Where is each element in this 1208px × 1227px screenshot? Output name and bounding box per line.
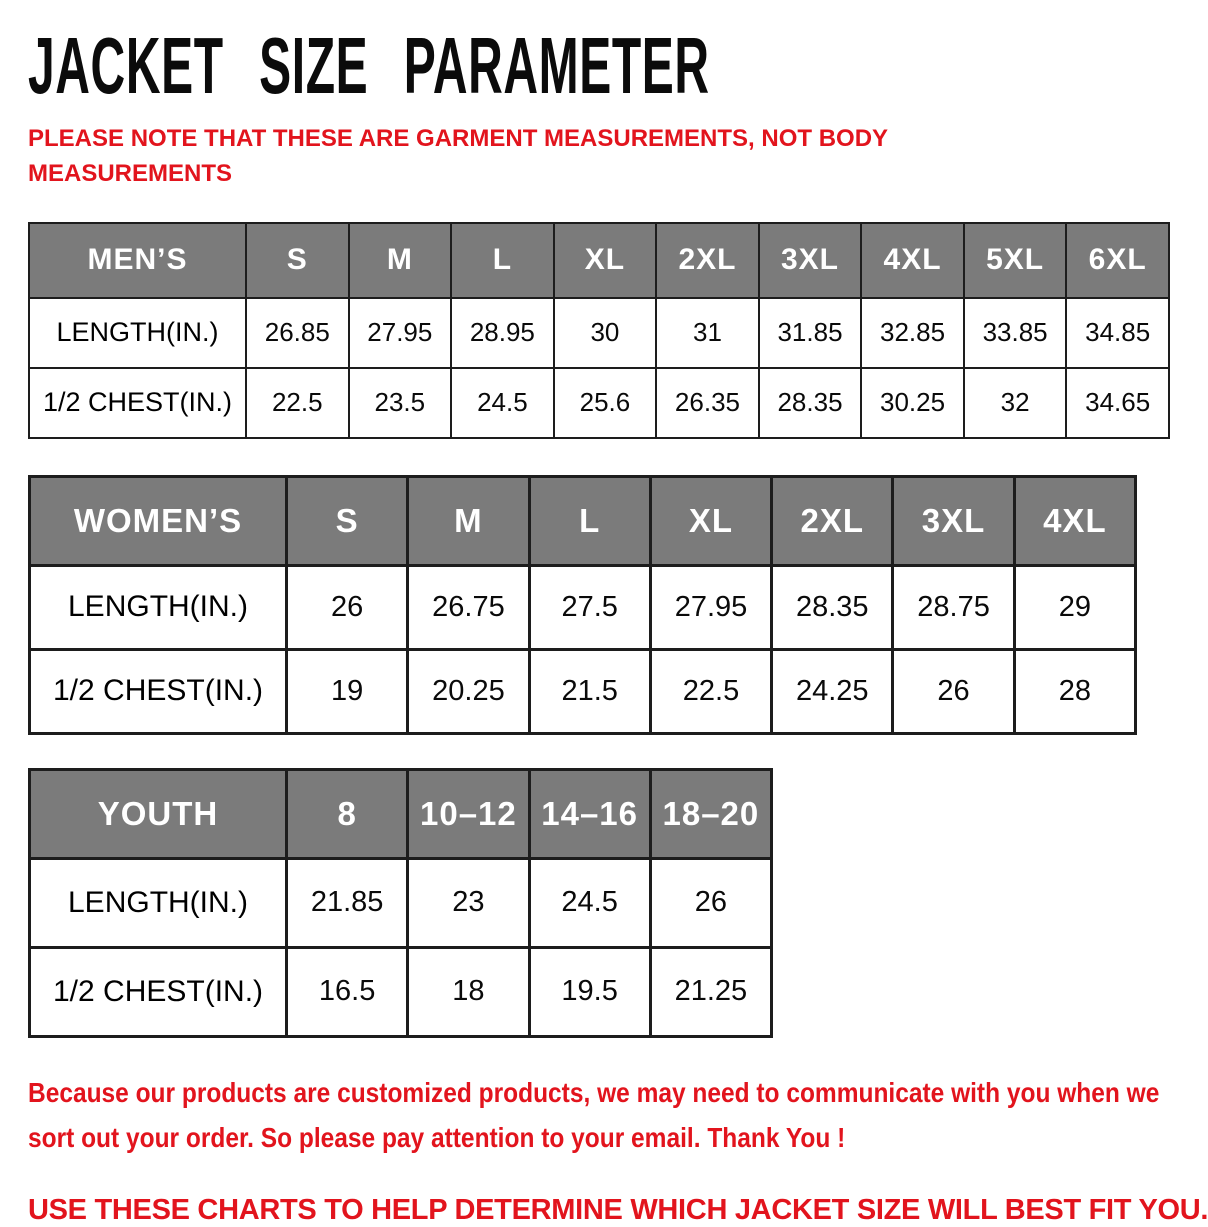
womens-value-cell: 26 xyxy=(287,565,408,649)
youth-table-title: YOUTH xyxy=(30,769,287,858)
youth-value-cell: 18 xyxy=(408,947,529,1036)
mens-value-cell: 34.65 xyxy=(1066,368,1169,438)
womens-data-row xyxy=(30,649,1136,733)
youth-row-label: 1/2 CHEST(IN.) xyxy=(30,947,287,1036)
mens-value-cell: 30.25 xyxy=(861,368,964,438)
womens-value-cell: 26 xyxy=(893,649,1014,733)
mens-value-cell: 24.5 xyxy=(451,368,554,438)
fit-guidance-note: USE THESE CHARTS TO HELP DETERMINE WHICH JACKET SIZE WILL BEST FIT YOU. xyxy=(28,1194,1208,1227)
youth-value-cell: 23 xyxy=(408,858,529,947)
youth-size-col-header: 8 xyxy=(287,769,408,858)
youth-value-cell: 21.25 xyxy=(650,947,771,1036)
mens-size-col-header: 4XL xyxy=(861,223,964,298)
youth-table xyxy=(28,768,773,1038)
youth-size-col-header: 18–20 xyxy=(650,769,771,858)
womens-size-col-header: 3XL xyxy=(893,476,1014,565)
mens-size-col-header: 2XL xyxy=(656,223,759,298)
womens-table-title: WOMEN’S xyxy=(30,476,287,565)
womens-size-table xyxy=(28,475,1172,735)
womens-size-col-header: M xyxy=(408,476,529,565)
womens-size-col-header: 4XL xyxy=(1014,476,1135,565)
mens-value-cell: 25.6 xyxy=(554,368,657,438)
mens-table xyxy=(28,222,1170,439)
mens-header-row xyxy=(29,223,1169,298)
mens-row-label: LENGTH(IN.) xyxy=(29,298,246,368)
womens-value-cell: 28 xyxy=(1014,649,1135,733)
mens-size-col-header: 6XL xyxy=(1066,223,1169,298)
womens-row-label: 1/2 CHEST(IN.) xyxy=(30,649,287,733)
mens-size-col-header: S xyxy=(246,223,349,298)
mens-data-row xyxy=(29,368,1169,438)
youth-value-cell: 16.5 xyxy=(287,947,408,1036)
mens-value-cell: 26.35 xyxy=(656,368,759,438)
mens-value-cell: 28.95 xyxy=(451,298,554,368)
womens-value-cell: 20.25 xyxy=(408,649,529,733)
womens-row-label: LENGTH(IN.) xyxy=(30,565,287,649)
womens-value-cell: 27.95 xyxy=(650,565,771,649)
womens-header-row xyxy=(30,476,1136,565)
mens-table-title: MEN’S xyxy=(29,223,246,298)
mens-value-cell: 30 xyxy=(554,298,657,368)
mens-value-cell: 32.85 xyxy=(861,298,964,368)
youth-data-row xyxy=(30,858,772,947)
mens-value-cell: 32 xyxy=(964,368,1067,438)
mens-data-row xyxy=(29,298,1169,368)
mens-size-col-header: XL xyxy=(554,223,657,298)
youth-row-label: LENGTH(IN.) xyxy=(30,858,287,947)
customization-note: Because our products are customized products, we may need to communicate with you when we sort out your order. So please pay attention to your email. Thank You ! xyxy=(28,1076,1160,1153)
womens-value-cell: 29 xyxy=(1014,565,1135,649)
youth-size-table xyxy=(28,768,1172,1038)
womens-value-cell: 28.75 xyxy=(893,565,1014,649)
youth-size-col-header: 14–16 xyxy=(529,769,650,858)
youth-value-cell: 21.85 xyxy=(287,858,408,947)
womens-value-cell: 21.5 xyxy=(529,649,650,733)
mens-size-col-header: 5XL xyxy=(964,223,1067,298)
mens-value-cell: 22.5 xyxy=(246,368,349,438)
womens-size-col-header: 2XL xyxy=(772,476,893,565)
youth-value-cell: 24.5 xyxy=(529,858,650,947)
youth-size-col-header: 10–12 xyxy=(408,769,529,858)
youth-value-cell: 26 xyxy=(650,858,771,947)
mens-size-table xyxy=(28,222,1172,439)
youth-header-row xyxy=(30,769,772,858)
mens-size-col-header: M xyxy=(349,223,452,298)
womens-data-row xyxy=(30,565,1136,649)
measurement-disclaimer: PLEASE NOTE THAT THESE ARE GARMENT MEASUREMENTS, NOT BODY MEASUREMENTS xyxy=(28,125,888,187)
womens-value-cell: 24.25 xyxy=(772,649,893,733)
mens-value-cell: 33.85 xyxy=(964,298,1067,368)
page-title: JACKET SIZE PARAMETER xyxy=(28,21,710,110)
womens-size-col-header: L xyxy=(529,476,650,565)
mens-value-cell: 34.85 xyxy=(1066,298,1169,368)
mens-size-col-header: 3XL xyxy=(759,223,862,298)
youth-value-cell: 19.5 xyxy=(529,947,650,1036)
womens-value-cell: 27.5 xyxy=(529,565,650,649)
womens-value-cell: 26.75 xyxy=(408,565,529,649)
youth-data-row xyxy=(30,947,772,1036)
mens-row-label: 1/2 CHEST(IN.) xyxy=(29,368,246,438)
mens-value-cell: 31 xyxy=(656,298,759,368)
mens-value-cell: 23.5 xyxy=(349,368,452,438)
mens-value-cell: 31.85 xyxy=(759,298,862,368)
womens-size-col-header: S xyxy=(287,476,408,565)
mens-value-cell: 28.35 xyxy=(759,368,862,438)
mens-size-col-header: L xyxy=(451,223,554,298)
womens-value-cell: 28.35 xyxy=(772,565,893,649)
mens-value-cell: 26.85 xyxy=(246,298,349,368)
title-wrap xyxy=(28,21,1172,110)
womens-value-cell: 19 xyxy=(287,649,408,733)
womens-size-col-header: XL xyxy=(650,476,771,565)
womens-table xyxy=(28,475,1137,735)
womens-value-cell: 22.5 xyxy=(650,649,771,733)
mens-value-cell: 27.95 xyxy=(349,298,452,368)
